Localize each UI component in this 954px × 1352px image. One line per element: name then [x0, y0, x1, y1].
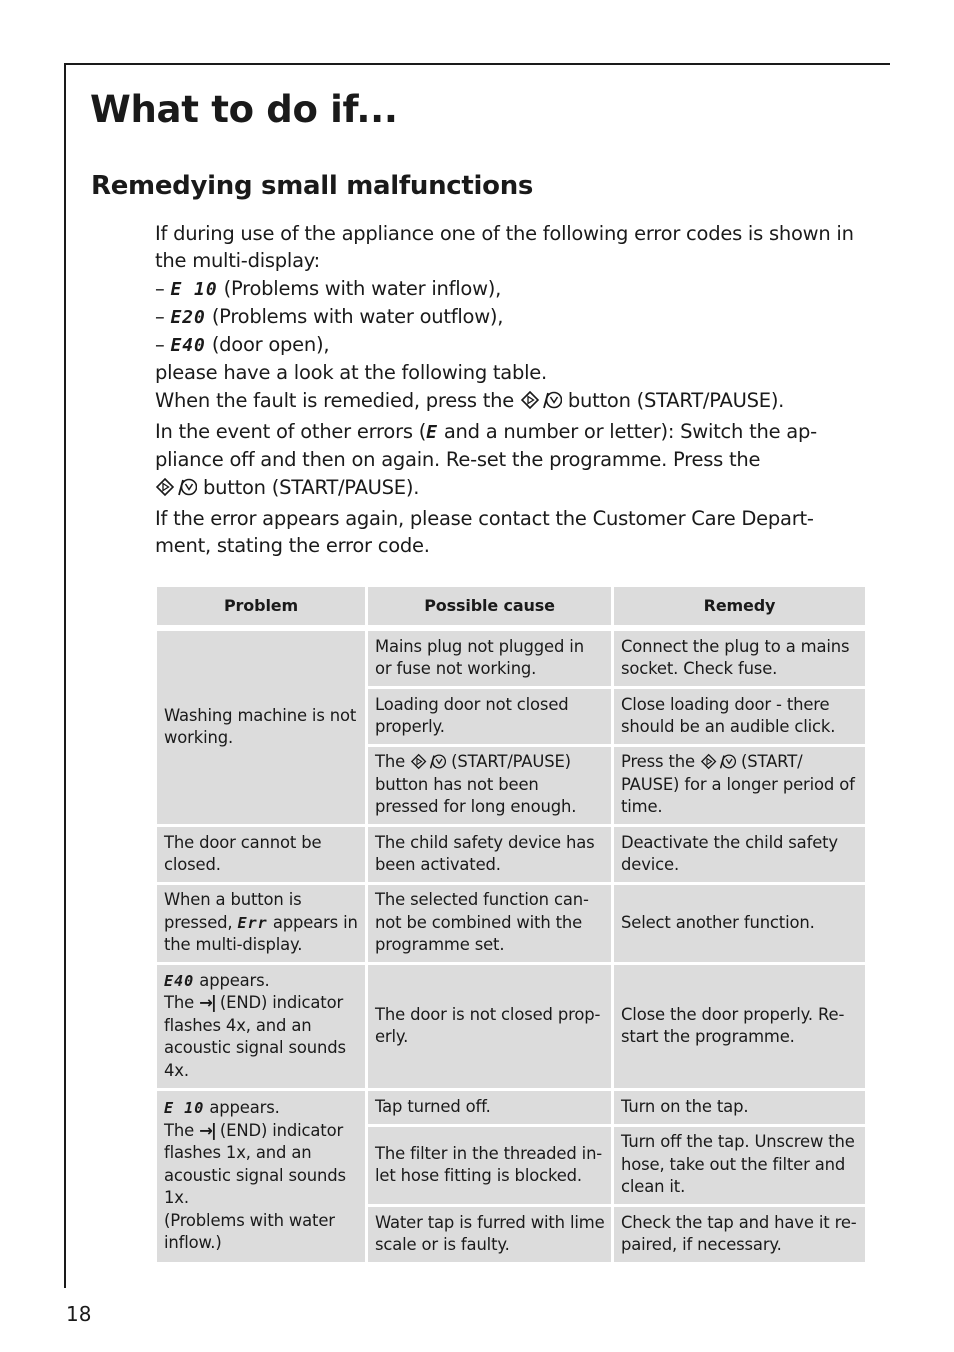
frame-left-rule: [64, 63, 66, 1288]
intro-paragraph-other-errors: [155, 418, 867, 501]
intro-paragraph-codes: [155, 220, 867, 414]
e10-description: (Problems with water inflow),: [223, 276, 502, 300]
dash: –: [155, 333, 165, 357]
end-indicator-icon: →|: [199, 993, 215, 1013]
problem-text: The: [164, 1120, 195, 1140]
table-row: [156, 884, 867, 964]
cause-cell: The child safety device has been activated.: [367, 826, 613, 884]
page-title: What to do if...: [90, 88, 398, 131]
intro-line: When the fault is remedied, press the: [155, 388, 514, 412]
e40-description: (door open),: [211, 333, 330, 357]
start-pause-icon: [155, 477, 197, 497]
error-code-e40: E40: [170, 335, 206, 357]
cause-cell: [367, 746, 613, 826]
problem-text: appears.: [209, 1098, 280, 1118]
header-remedy: Remedy: [613, 586, 867, 629]
remedy-cell: Turn off the tap. Unscrew the hose, take out the filter and clean it.: [613, 1126, 867, 1206]
error-code-e10: E 10: [170, 278, 218, 300]
cause-cell: The selected function can-not be combined with the programme set.: [367, 884, 613, 964]
remedy-cell: Check the tap and have it re-paired, if necessary.: [613, 1206, 867, 1264]
problem-cell: [156, 884, 367, 964]
e20-description: (Problems with water outflow),: [211, 304, 504, 328]
problem-text: (END) indicator flashes 4x, and an acoustic signal sounds 4x.: [164, 993, 346, 1080]
page-number: 18: [66, 1302, 92, 1326]
problem-text: When a button is pressed,: [164, 890, 302, 932]
end-indicator-icon: →|: [199, 1120, 215, 1140]
header-problem: Problem: [156, 586, 367, 629]
cause-cell: The filter in the threaded in-let hose fitting is blocked.: [367, 1126, 613, 1206]
intro-paragraph-contact: If the error appears again, please contact the Customer Care Depart-ment, stating the error code.: [155, 506, 814, 558]
cause-cell: Loading door not closed properly.: [367, 688, 613, 746]
table-header-row: [156, 586, 867, 629]
cause-cell: Water tap is furred with lime scale or is faulty.: [367, 1206, 613, 1264]
table-row: [156, 826, 867, 884]
error-code-err: Err: [237, 913, 268, 932]
remedy-cell: Deactivate the child safety device.: [613, 826, 867, 884]
error-code-e10: E 10: [164, 1099, 205, 1118]
cause-cell: The door is not closed prop-erly.: [367, 964, 613, 1090]
remedy-cell: Connect the plug to a mains socket. Check fuse.: [613, 628, 867, 688]
table-row: [156, 628, 867, 688]
cause-cell: Tap turned off.: [367, 1090, 613, 1126]
cause-cell: Mains plug not plugged in or fuse not working.: [367, 628, 613, 688]
problem-cell: [156, 1090, 367, 1264]
dash: –: [155, 304, 165, 328]
start-pause-icon: [700, 753, 736, 770]
table-row: [156, 1090, 867, 1126]
remedy-cell: Select another function.: [613, 884, 867, 964]
problem-text: The: [164, 993, 195, 1013]
intro-line: please have a look at the following table.: [155, 361, 548, 385]
section-title: Remedying small malfunctions: [91, 171, 534, 201]
remedy-text: (START/ PAUSE) for a longer period of time.: [621, 752, 855, 817]
intro-text: [155, 220, 867, 560]
error-code-e: E: [426, 422, 438, 444]
dash: –: [155, 276, 165, 300]
error-code-e20: E20: [170, 306, 206, 328]
problem-text: (Problems with water inflow.): [164, 1210, 335, 1253]
intro-line: button (START/PAUSE).: [567, 388, 785, 412]
problem-cell: The door cannot be closed.: [156, 826, 367, 884]
header-possible-cause: Possible cause: [367, 586, 613, 629]
problem-text: appears.: [199, 970, 270, 990]
other-errors-text: button (START/PAUSE).: [202, 475, 420, 499]
problem-text: (END) indicator flashes 1x, and an acoustic signal sounds 1x.: [164, 1120, 346, 1208]
remedy-text: Press the: [621, 752, 695, 772]
problem-text: appears in the multi-display.: [164, 912, 358, 955]
cause-text: (START/PAUSE) button has not been pressed for long enough.: [375, 752, 577, 817]
remedy-cell: Close the door properly. Re-start the programme.: [613, 964, 867, 1090]
start-pause-icon: [520, 390, 562, 410]
problem-cell: [156, 964, 367, 1090]
other-errors-text: In the event of other errors (: [155, 420, 427, 444]
remedy-cell: Close loading door - there should be an audible click.: [613, 688, 867, 746]
cause-text: The: [375, 752, 406, 772]
frame-top-rule: [65, 63, 890, 65]
start-pause-icon: [410, 753, 446, 770]
remedy-cell: [613, 746, 867, 826]
other-errors-text: and a number or letter): Switch the ap-pliance off and then on again. Re-set the programme. Press the: [155, 420, 817, 472]
problem-cell: Washing machine is not working.: [156, 628, 367, 826]
fault-table: [154, 584, 868, 1265]
error-code-e40: E40: [164, 971, 195, 990]
remedy-cell: Turn on the tap.: [613, 1090, 867, 1126]
intro-line: If during use of the appliance one of the following error codes is shown in the multi-display:: [155, 222, 854, 273]
table-row: [156, 964, 867, 1090]
